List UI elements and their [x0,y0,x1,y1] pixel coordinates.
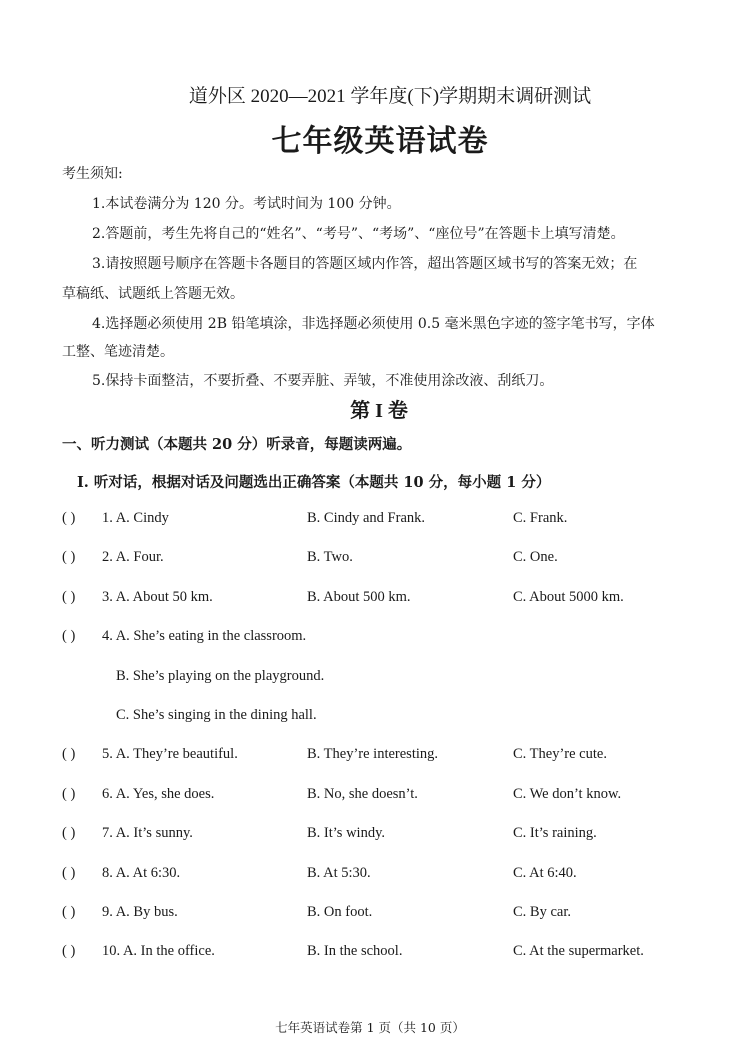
q9-option-b: B. On foot. [307,904,373,920]
q10-option-a: 10. A. In the office. [102,943,215,959]
answer-paren-4[interactable]: ( ) [62,628,76,644]
q10-option-c: C. At the supermarket. [513,943,644,959]
notice-item-4-cont: 工整、笔迹清楚。 [62,344,174,360]
q7-option-a: 7. A. It’s sunny. [102,825,193,841]
q2-option-a: 2. A. Four. [102,549,164,565]
q3-option-b: B. About 500 km. [307,589,411,605]
q6-option-a: 6. A. Yes, she does. [102,786,215,802]
q7-option-c: C. It’s raining. [513,825,597,841]
q10-option-b: B. In the school. [307,943,403,959]
q3-option-c: C. About 5000 km. [513,589,624,605]
answer-paren-2[interactable]: ( ) [62,549,76,565]
notice-item-5: 5.保持卡面整洁，不要折叠、不要弄脏、弄皱，不准使用涂改液、刮纸刀。 [92,373,554,389]
answer-paren-5[interactable]: ( ) [62,746,76,762]
q2-option-c: C. One. [513,549,558,565]
notice-item-1: 1.本试卷满分为 120 分。考试时间为 100 分钟。 [92,196,401,212]
q6-option-c: C. We don’t know. [513,786,622,802]
exam-title-line1: 道外区 2020—2021 学年度(下)学期期末调研测试 [188,86,592,107]
notice-item-2: 2.答题前，考生先将自己的“姓名”、“考号”、“考场”、“座位号”在答题卡上填写清楚。 [92,226,625,242]
answer-paren-6[interactable]: ( ) [62,786,76,802]
q5-option-a: 5. A. They’re beautiful. [102,746,238,762]
q8-option-a: 8. A. At 6:30. [102,865,181,881]
notice-label: 考生须知: [62,166,123,182]
q4-option-a: 4. A. She’s eating in the classroom. [102,628,307,644]
q1-option-c: C. Frank. [513,510,568,526]
q6-option-b: B. No, she doesn’t. [307,786,418,802]
part-1-title: I. 听对话，根据对话及问题选出正确答案（本题共 10 分，每小题 1 分） [77,474,551,491]
q9-option-c: C. By car. [513,904,571,920]
notice-item-4: 4.选择题必须使用 2B 铅笔填涂，非选择题必须使用 0.5 毫米黑色字迹的签字笔书写，字体 [92,316,655,332]
answer-paren-10[interactable]: ( ) [62,943,76,959]
answer-paren-7[interactable]: ( ) [62,825,76,841]
q4-option-b: B. She’s playing on the playground. [116,668,325,684]
exam-title-line2: 七年级英语试卷 [271,125,489,158]
q7-option-b: B. It’s windy. [307,825,386,841]
q1-option-a: 1. A. Cindy [102,510,169,526]
answer-paren-3[interactable]: ( ) [62,589,76,605]
q5-option-b: B. They’re interesting. [307,746,439,762]
q9-option-a: 9. A. By bus. [102,904,178,920]
q2-option-b: B. Two. [307,549,353,565]
q1-option-b: B. Cindy and Frank. [307,510,426,526]
answer-paren-1[interactable]: ( ) [62,510,76,526]
notice-item-3-cont: 草稿纸、试题纸上答题无效。 [62,286,244,302]
q8-option-c: C. At 6:40. [513,865,577,881]
q3-option-a: 3. A. About 50 km. [102,589,213,605]
q5-option-c: C. They’re cute. [513,746,607,762]
section-1-title: 一、听力测试（本题共 20 分）听录音，每题读两遍。 [62,436,412,453]
q4-option-c: C. She’s singing in the dining hall. [116,707,317,723]
volume-title: 第 I 卷 [350,400,408,422]
answer-paren-9[interactable]: ( ) [62,904,76,920]
answer-paren-8[interactable]: ( ) [62,865,76,881]
q8-option-b: B. At 5:30. [307,865,371,881]
page-footer: 七年英语试卷第 1 页（共 10 页） [275,1020,465,1035]
notice-item-3: 3.请按照题号顺序在答题卡各题目的答题区域内作答，超出答题区域书写的答案无效；在 [92,256,638,272]
